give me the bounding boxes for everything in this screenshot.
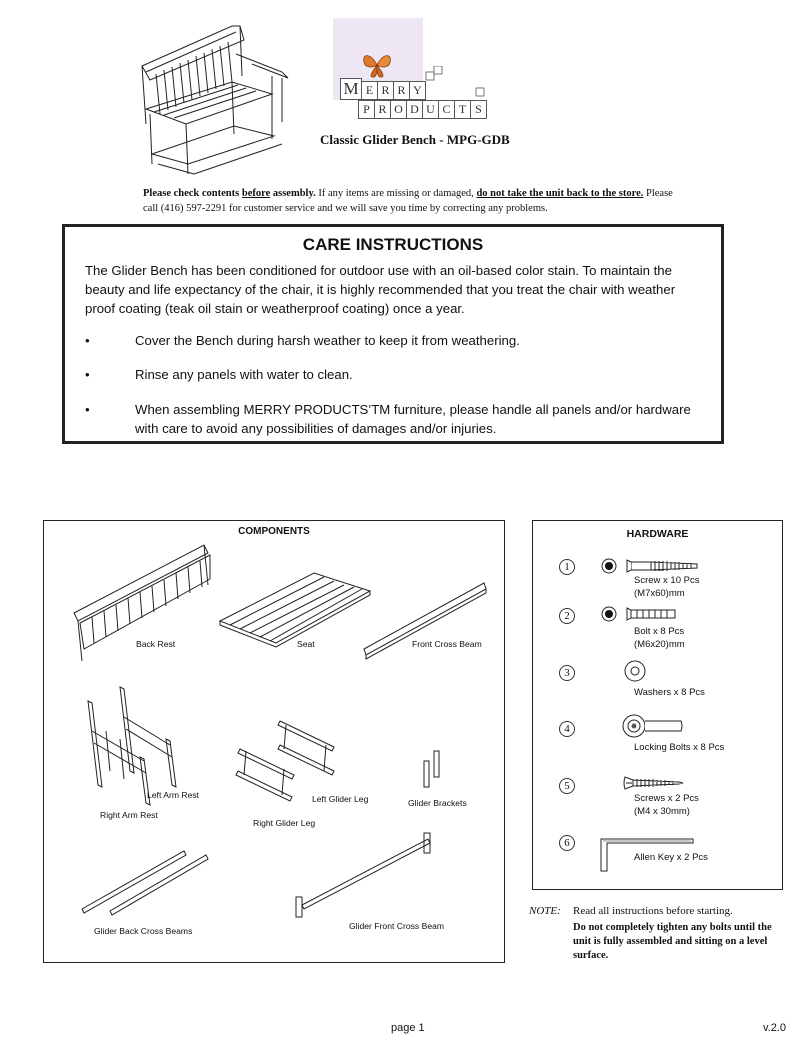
- label-left-glider-leg: Left Glider Leg: [312, 794, 369, 804]
- logo-letter: R: [377, 81, 394, 100]
- label-right-glider-leg: Right Glider Leg: [253, 818, 316, 828]
- care-intro: The Glider Bench has been conditioned for outdoor use with an oil-based color stain. To maintain the beauty and life expectancy of the chair, it is highly recommended that you treat the chair with weather proof coating (teak oil stain or weatherproof coating) once a year.: [85, 263, 676, 316]
- screw-icon: [601, 557, 701, 575]
- care-instructions-box: [62, 224, 724, 444]
- locking-bolt-icon: [621, 713, 685, 739]
- care-title: CARE INSTRUCTIONS: [302, 235, 484, 254]
- notice-text: Please check contents: [143, 188, 242, 199]
- notice-text: assembly.: [270, 188, 316, 199]
- bullet-icon: •: [85, 402, 90, 417]
- notice-text: If any items are missing or damaged,: [315, 188, 477, 199]
- hardware-label: Allen Key x 2 Pcs: [634, 852, 708, 863]
- label-glider-brackets: Glider Brackets: [408, 798, 467, 808]
- notice-warning: do not take the unit back to the store.: [476, 188, 644, 199]
- care-bullet-text: When assembling MERRY PRODUCTS’TM furniture, please handle all panels and/or hardware with care to avoid any possibilities of damages and/or injuries.: [135, 402, 691, 436]
- note-warning: Do not completely tighten any bolts until the unit is fully assembled and sitting on a level surface.: [573, 922, 772, 961]
- hardware-size: (M6x20)mm: [634, 639, 685, 650]
- hardware-size: (M7x60)mm: [634, 588, 685, 599]
- page-number: page 1: [391, 1022, 425, 1034]
- logo-decoration-squares: [420, 66, 490, 100]
- bullet-icon: •: [85, 333, 90, 348]
- logo-letter: E: [361, 81, 378, 100]
- label-seat: Seat: [297, 639, 315, 649]
- note-text: Read all instructions before starting.: [573, 905, 733, 917]
- logo-letter: O: [390, 100, 407, 119]
- components-box: [43, 520, 505, 963]
- bolt-icon: [601, 605, 681, 623]
- glider-leg-drawings: [236, 721, 334, 801]
- notice-contact: Please call (416) 597-2291 for customer service and we will save you time by correcting any problems.: [143, 188, 673, 214]
- hardware-label: Locking Bolts x 8 Pcs: [634, 742, 725, 753]
- label-back-rest: Back Rest: [136, 639, 176, 649]
- hardware-title: HARDWARE: [626, 528, 689, 540]
- label-glider-back-cross-beams: Glider Back Cross Beams: [94, 926, 193, 936]
- label-right-arm-rest: Right Arm Rest: [100, 810, 158, 820]
- logo-letter: M: [340, 78, 362, 100]
- hardware-number: 3: [559, 665, 575, 681]
- hardware-label: Screw x 10 Pcs: [634, 575, 700, 586]
- logo-letter: D: [406, 100, 423, 119]
- label-front-cross-beam: Front Cross Beam: [412, 639, 482, 649]
- care-bullet-text: Rinse any panels with water to clean.: [135, 367, 353, 382]
- hardware-label: Screws x 2 Pcs: [634, 793, 699, 804]
- glider-back-cross-beam-drawings: [82, 851, 208, 915]
- seat-drawing: [220, 573, 370, 647]
- arm-rest-drawings: [88, 687, 176, 805]
- small-screw-icon: [623, 775, 685, 791]
- components-title: COMPONENTS: [238, 526, 310, 537]
- hardware-number: 2: [559, 608, 575, 624]
- hardware-number: 4: [559, 721, 575, 737]
- logo-letter: C: [438, 100, 455, 119]
- note-label: NOTE:: [529, 905, 561, 917]
- logo-letter: R: [393, 81, 410, 100]
- logo-letter: T: [454, 100, 471, 119]
- contents-notice: [143, 186, 683, 216]
- bullet-icon: •: [85, 367, 90, 382]
- label-glider-front-cross-beam: Glider Front Cross Beam: [349, 921, 445, 931]
- logo-wordmark-bottom: [358, 100, 486, 119]
- components-drawings: [44, 521, 506, 964]
- hardware-box: [532, 520, 783, 890]
- hardware-number: 1: [559, 559, 575, 575]
- logo-letter: U: [422, 100, 439, 119]
- logo-letter: Y: [409, 81, 426, 100]
- version-label: v.2.0: [763, 1022, 787, 1034]
- care-bullet-text: Cover the Bench during harsh weather to keep it from weathering.: [135, 333, 520, 348]
- butterfly-icon: [360, 50, 394, 80]
- hardware-number: 6: [559, 835, 575, 851]
- bench-illustration: [132, 14, 297, 179]
- logo-letter: P: [358, 100, 375, 119]
- glider-front-cross-beam-drawing: [296, 833, 430, 917]
- hardware-number: 5: [559, 778, 575, 794]
- hardware-size: (M4 x 30mm): [634, 806, 690, 817]
- logo-letter: S: [470, 100, 487, 119]
- hardware-label: Bolt x 8 Pcs: [634, 626, 685, 637]
- glider-bracket-drawings: [424, 751, 439, 787]
- logo-wordmark-top: [340, 78, 425, 100]
- notice-text-underlined: before: [241, 188, 271, 199]
- logo-letter: R: [374, 100, 391, 119]
- washer-icon: [623, 659, 647, 683]
- label-left-arm-rest: Left Arm Rest: [147, 790, 200, 800]
- hardware-label: Washers x 8 Pcs: [634, 687, 705, 698]
- product-title: Classic Glider Bench - MPG-GDB: [320, 132, 510, 147]
